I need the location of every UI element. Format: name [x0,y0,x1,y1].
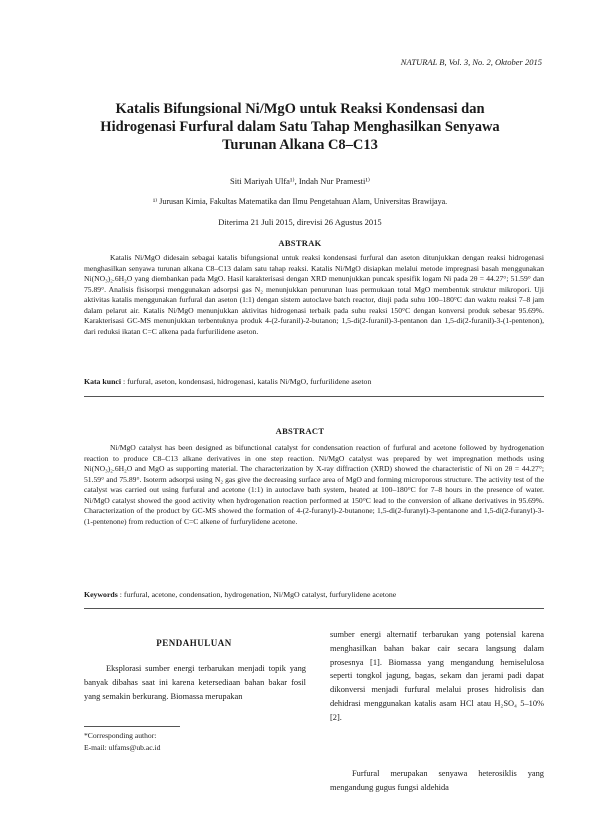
footnote-corresponding: *Corresponding author: [84,731,157,740]
pendahuluan-right-paragraph: sumber energi alternatif terbarukan yang potensial karena menghasilkan bahan bakar cair secara langsung dalam prosesnya [1]. Biomassa yang mengandung hemiselulosa seperti tongkol jagung, bagas, sekam dan jerami padi dapat dikonversi menjadi furfural melalui proses hidrolisis dan dehidrasi menggunakan katalis asam HCl atau H₂SO₄ 5–10% [2]. [330,630,544,722]
abstract-text: Ni/MgO catalyst has been designed as bifunctional catalyst for condensation reaction of furfural and acetone followed by hydrogenation reaction to produce C8–C13 alkane derivatives in one step reaction. Ni/MgO catalyst was prepared by wet impregnation methods using Ni(NO₃)₂.6H₂O and MgO as supporting material. The characterization by X-ray diffraction (XRD) showed the characteristic of Ni on 2θ = 44.27°; 51.59° and 75.89°. Isoterm adsorpsi using N₂ gas give the decreasing surface area of MgO and forming microporous structure. The activity test of the catalyst was carried out using furfural and acetone (1:1) in autoclave bath system, heated at 100–180°C for 7–8 hours in the presence of water. Ni/MgO catalyst showed the good activity when hydrogenation reaction performed at 150°C lead to the conversion of alkane derivatives in 95.69%. Characterization of the product by GC-MS showed the formation of 4-(2-furanyl)-2-butanone; 1,5-di(2-furanyl)-3-pentanone and 1,5-di(2-furanyl)-3-(1-pentenone) from reduction of C=C alkene of furfurylidene acetone. [84,443,544,526]
abstract-heading: ABSTRACT [275,426,325,436]
title-line: Hidrogenasi Furfural dalam Satu Tahap Menghasilkan Senyawa [100,119,500,135]
divider [84,396,544,397]
running-header: NATURAL B, Vol. 3, No. 2, Oktober 2015 [400,57,542,67]
pendahuluan-heading: PENDAHULUAN [156,638,232,648]
kata-kunci-text: : furfural, aseton, kondensasi, hidrogenasi, katalis Ni/MgO, furfurilidene aseton [123,377,372,386]
pendahuluan-right-paragraph-2: Furfural merupakan senyawa heterosiklis yang mengandung gugus fungsi aldehida [330,769,544,792]
abstrak-heading: ABSTRAK [278,238,322,248]
divider [84,608,544,609]
affiliation: ¹⁾ Jurusan Kimia, Fakultas Matematika dan Ilmu Pengetahuan Alam, Universitas Brawijaya. [152,197,448,206]
kata-kunci-label: Kata kunci [84,377,122,386]
kata-kunci [84,377,544,387]
keywords-label: Keywords [84,590,118,599]
pendahuluan-left-paragraph: Eksplorasi sumber energi terbarukan menjadi topik yang banyak dibahas saat ini karena ketersediaan bahan bakar fosil yang semakin berkurang. Biomassa merupakan [84,664,306,701]
authors: Siti Mariyah Ulfa¹⁾, Indah Nur Pramesti¹⁾ [229,176,371,186]
footnote-divider [84,726,180,727]
title-line: Katalis Bifungsional Ni/MgO untuk Reaksi Kondensasi dan [115,101,485,117]
keywords [84,590,544,600]
paper-title [70,100,530,154]
keywords-text: : furfural, acetone, condensation, hydrogenation, Ni/MgO catalyst, furfurylidene acetone [119,590,397,599]
abstrak-text: Katalis Ni/MgO didesain sebagai katalis bifungsional untuk reaksi kondensasi furfural dan aseton ditunjukkan dengan reaksi hidrogenasi menghasilkan senyawa turunan alkana C8–C13 dalam satu tahap reaksi. Katalis Ni/MgO disiapkan melalui metode impregnasi basah menggunakan Ni(NO₃)₂.6H₂O yang diembankan pada MgO. Hasil karakterisasi dengan XRD menunjukkan puncak spesifik logam Ni pada 2θ = 44.27°; 51.59° dan 75.89°. Analisis fisisorpsi menggunakan adsorpsi gas N₂ menunjukkan penurunan luas permukaan total MgO membentuk struktur mikropori. Uji aktivitas katalis menggunakan furfural dan aseton (1:1) dengan sistem autoclave batch reactor, diuji pada suhu 100–180°C dan waktu reaksi 7–8 jam dalam pelarut air. Katalis Ni/MgO menunjukkan aktivitas hidrogenasi terbaik pada suhu reaksi 150°C dengan konversi produk sebesar 95.69%. Karakterisasi GC-MS menunjukkan terbentuknya produk 4-(2-furanil)-2-butanon; 1,5-di(2-furanil)-3-pentanon dan 1,5-di(2-furanil)-3-(1-pentenon), dari reduksi ikatan C=C alkena pada furfurilidene aseton. [84,253,544,336]
footnote-email: E-mail: ulfams@ub.ac.id [84,743,161,752]
received-date: Diterima 21 Juli 2015, direvisi 26 Agustus 2015 [218,217,382,227]
title-line: Turunan Alkana C8–C13 [222,137,378,153]
